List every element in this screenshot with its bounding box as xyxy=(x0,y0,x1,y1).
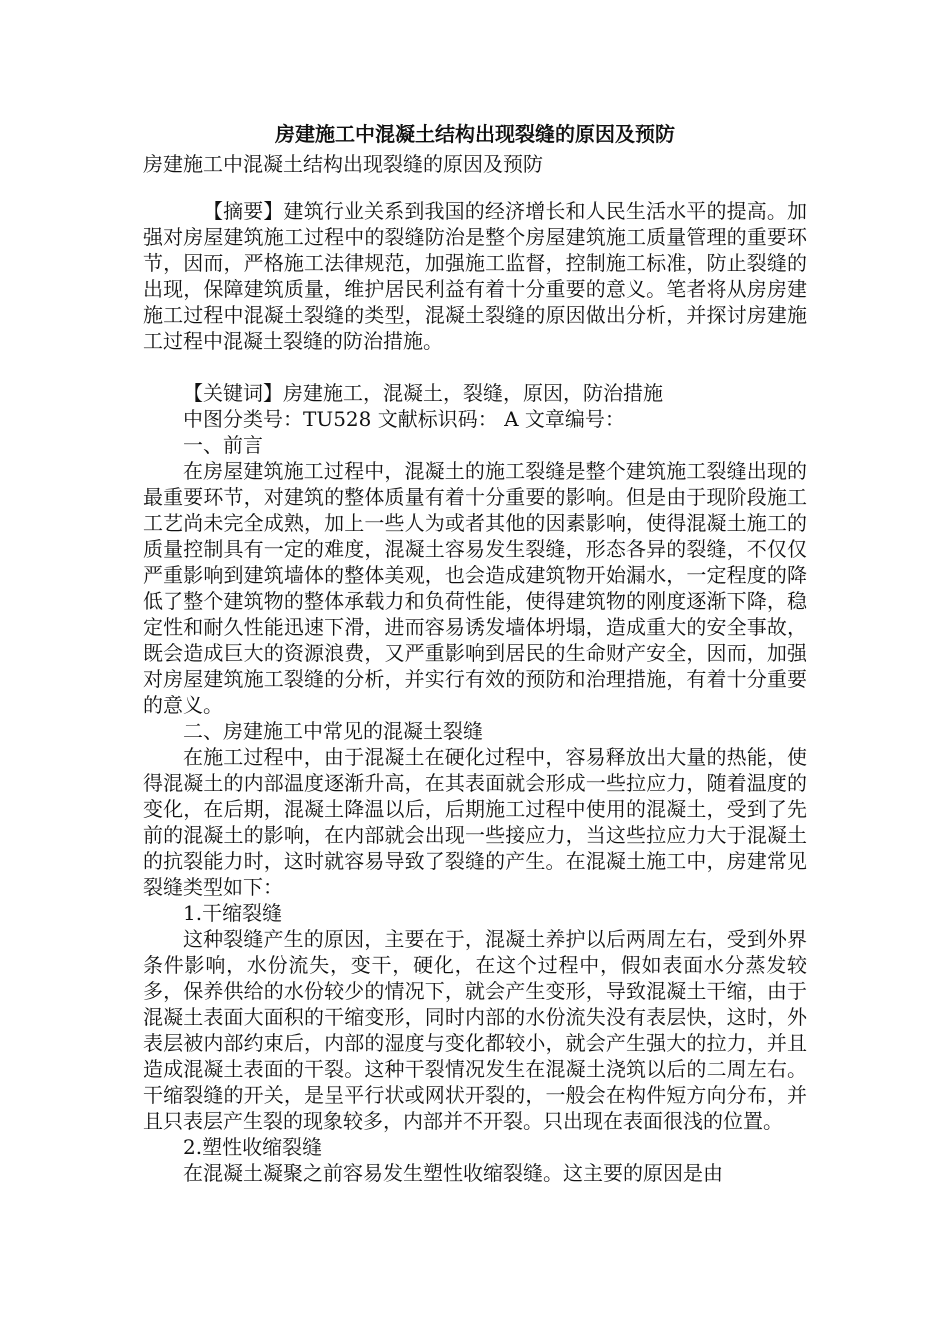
section-heading-preface: 一、前言 xyxy=(183,433,263,457)
keywords-line: 【关键词】房建施工，混凝土，裂缝，原因，防治措施 xyxy=(183,381,663,405)
section-body-common-cracks: 在施工过程中，由于混凝土在硬化过程中，容易释放出大量的热能，使得混凝土的内部温度逐渐升高，在其表面就会形成一些拉应力，随着温度的变化，在后期，混凝土降温以后，后期施工过程中使用的混凝土，受到了先前的混凝土的影响，在内部就会出现一些接应力，当这些拉应力大于混凝土的抗裂能力时，这时就容易导致了裂缝的产生。在混凝土施工中，房建常见裂缝类型如下： xyxy=(143,745,807,899)
section-body-preface: 在房屋建筑施工过程中，混凝土的施工裂缝是整个建筑施工裂缝出现的最重要环节，对建筑的整体质量有着十分重要的影响。但是由于现阶段施工工艺尚未完全成熟，加上一些人为或者其他的因素影响，使得混凝土施工的质量控制具有一定的难度，混凝土容易发生裂缝，形态各异的裂缝，不仅仅严重影响到建筑墙体的整体美观，也会造成建筑物开始漏水，一定程度的降低了整个建筑物的整体承载力和负荷性能，使得建筑物的刚度逐渐下降，稳定性和耐久性能迅速下滑，进而容易诱发墙体坍塌，造成重大的安全事故，既会造成巨大的资源浪费，又严重影响到居民的生命财产安全，因而，加强对房屋建筑施工裂缝的分析，并实行有效的预防和治理措施，有着十分重要的意义。 xyxy=(143,459,807,717)
abstract-paragraph: 【摘要】建筑行业关系到我国的经济增长和人民生活水平的提高。加强对房屋建筑施工过程中的裂缝防治是整个房屋建筑施工质量管理的重要环节，因而，严格施工法律规范，加强施工监督，控制施工标准，防止裂缝的出现，保障建筑质量，维护居民利益有着十分重要的意义。笔者将从房房建施工过程中混凝土裂缝的类型，混凝土裂缝的原因做出分析，并探讨房建施工过程中混凝土裂缝的防治措施。 xyxy=(143,199,807,353)
document-page xyxy=(143,118,807,1186)
classification-line: 中图分类号：TU528 文献标识码： A 文章编号： xyxy=(183,407,625,431)
section-heading-common-cracks: 二、房建施工中常见的混凝土裂缝 xyxy=(183,719,483,743)
document-subtitle: 房建施工中混凝土结构出现裂缝的原因及预防 xyxy=(143,152,543,176)
subsection-heading-plastic: 2.塑性收缩裂缝 xyxy=(183,1135,323,1159)
subsection-body-plastic: 在混凝土凝聚之前容易发生塑性收缩裂缝。这主要的原因是由 xyxy=(183,1161,723,1185)
subsection-body-shrinkage: 这种裂缝产生的原因，主要在于，混凝土养护以后两周左右，受到外界条件影响，水份流失，变干，硬化，在这个过程中，假如表面水分蒸发较多，保养供给的水份较少的情况下，就会产生变形，导致混凝土干缩，由于混凝土表面大面积的干缩变形，同时内部的水份流失没有表层快，这时，外表层被内部约束后，内部的湿度与变化都较小，就会产生强大的拉力，并且造成混凝土表面的干裂。这种干裂情况发生在混凝土浇筑以后的二周左右。干缩裂缝的开关，是呈平行状或网状开裂的，一般会在构件短方向分布，并且只表层产生裂的现象较多，内部并不开裂。只出现在表面很浅的位置。 xyxy=(143,927,807,1133)
subsection-heading-shrinkage: 1.干缩裂缝 xyxy=(183,901,283,925)
document-title: 房建施工中混凝土结构出现裂缝的原因及预防 xyxy=(275,122,675,146)
